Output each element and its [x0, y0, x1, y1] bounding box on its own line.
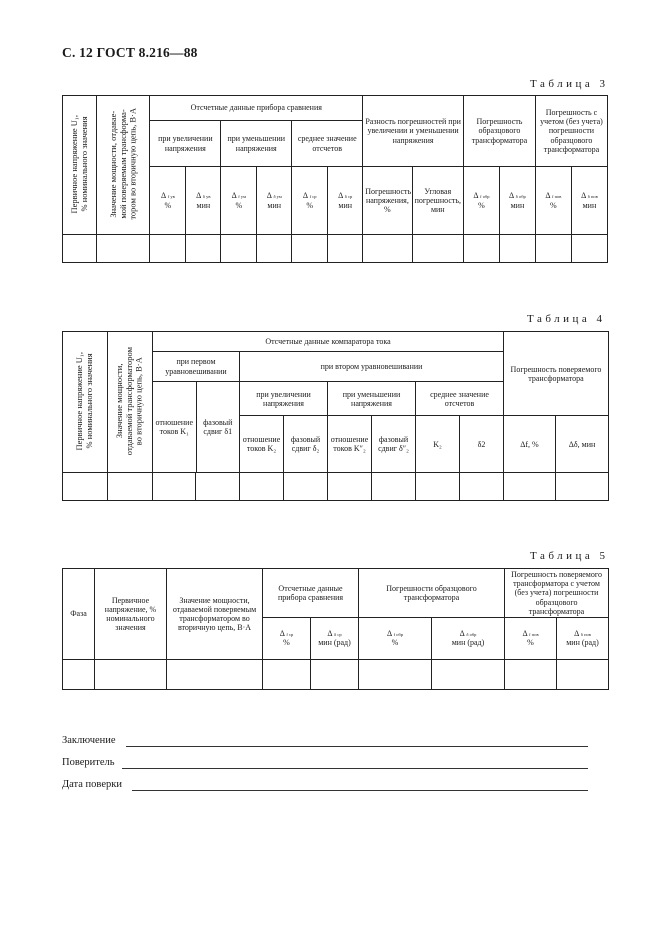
- table5: [62, 568, 609, 690]
- t4-error-header: Погрешность поверяемого трансформатора: [504, 332, 609, 416]
- t4-ratio-k2b: отношение токов K″₂: [328, 416, 372, 473]
- verifier-label: Поверитель: [62, 757, 115, 768]
- t5-cell-5: Δ δ пов мин (рад): [557, 617, 609, 659]
- table3-caption: Таблица 3: [530, 78, 609, 90]
- t3-cell-9: Δ δ обр мин: [499, 167, 535, 235]
- page-header: С. 12 ГОСТ 8.216—88: [62, 45, 198, 60]
- t3-cell-11: Δ δ пов мин: [571, 167, 607, 235]
- t4-ratio-k1: отношение токов K₁: [153, 382, 196, 472]
- t5-ref-error-header: Погрешности образцового трансформатора: [359, 569, 505, 618]
- t4-readings-header: Отсчетные данные компаратора тока: [153, 332, 504, 352]
- t3-cell-8: Δ f обр %: [463, 167, 499, 235]
- t4-k2: K₂: [416, 416, 460, 473]
- t4-err-f: Δf, %: [504, 416, 556, 473]
- table4-caption: Таблица 4: [527, 313, 606, 325]
- t4-power-header: Значение мощности, отдаваемой трансформатором во вторичную цепь, В·А: [108, 332, 153, 473]
- t5-cell-1: Δ δ ср мин (рад): [311, 617, 359, 659]
- date-line: [132, 790, 588, 791]
- t5-cell-0: Δ f ср %: [263, 617, 311, 659]
- t3-corrected-header: Погрешность с учетом (без учета) погрешности образцового трансформатора: [535, 96, 607, 167]
- t4-average-header: среднее значение отсчетов: [416, 382, 504, 416]
- t5-cell-3: Δ δ обр мин (рад): [432, 617, 505, 659]
- t3-power-header: Значение мощности, отдавае- мой поверяемым трансформа- тором во вторичную цепь, В·А: [96, 96, 149, 235]
- t5-voltage-header: Первичное напряжение, % номинального значения: [95, 569, 167, 660]
- t3-cell-4: Δ f ср %: [292, 167, 328, 235]
- conclusion-line: [126, 746, 588, 747]
- t4-d2: δ2: [460, 416, 504, 473]
- t3-cell-10: Δ f пов %: [535, 167, 571, 235]
- table4: [62, 331, 609, 501]
- t4-first-balance: при первом уравновешивании: [153, 352, 240, 382]
- t4-second-balance: при втором уравновешивании: [240, 352, 504, 382]
- t4-decrease-header: при уменьшении напряжения: [328, 382, 416, 416]
- t3-voltage-header: Первичное напряжение U₁, % номинального значения: [63, 96, 97, 235]
- t3-decrease-header: при уменьшении напряжения: [221, 121, 292, 167]
- t5-cell-4: Δ f пов %: [505, 617, 557, 659]
- t3-cell-0: Δ f ув %: [150, 167, 186, 235]
- t4-phase-d1: фазовый сдвиг δ1: [203, 417, 233, 436]
- t4-err-d: Δδ, мин: [556, 416, 609, 473]
- t5-empty-row: [63, 659, 609, 689]
- t4-increase-header: при увеличении напряжения: [240, 382, 328, 416]
- t3-cell-7: Угловая погрешность, мин: [412, 167, 463, 235]
- t4-phase-d2b: фазовый сдвиг δ″₂: [372, 416, 416, 473]
- table5-caption: Таблица 5: [530, 550, 609, 562]
- t3-average-header: среднее значение отсчетов: [292, 121, 363, 167]
- table3: [62, 95, 608, 263]
- t5-readings-header: Отсчетные данные прибора сравнения: [263, 569, 359, 618]
- t5-corrected-header: Погрешность поверяемого трансформатора с учетом (без учета) погрешности образцового трансформатора: [505, 569, 609, 618]
- t3-cell-2: Δ f ум %: [221, 167, 257, 235]
- t3-cell-5: Δ δ ср мин: [328, 167, 363, 235]
- t4-ratio-k2a: отношение токов K₂: [240, 416, 284, 473]
- t3-ref-error-header: Погрешность образцового трансформатора: [463, 96, 535, 167]
- t3-cell-1: Δ δ ув мин: [186, 167, 221, 235]
- t5-phase-header: Фаза: [63, 569, 95, 660]
- t3-diff-header: Разность погрешностей при увеличении и уменьшении напряжения: [363, 96, 464, 167]
- t3-increase-header: при увеличении напряжения: [150, 121, 221, 167]
- t4-first-sub: [153, 382, 240, 473]
- verifier-line: [122, 768, 588, 769]
- t3-cell-3: Δ δ ум мин: [257, 167, 292, 235]
- date-label: Дата поверки: [62, 779, 122, 790]
- t3-empty-row: [63, 235, 608, 263]
- t4-phase-d2a: фазовый сдвиг δ₂: [284, 416, 328, 473]
- t4-empty-row: [63, 473, 609, 501]
- t3-readings-header: Отсчетные данные прибора сравнения: [150, 96, 363, 121]
- conclusion-label: Заключение: [62, 735, 116, 746]
- t5-power-header: Значение мощности, отдаваемой поверяемым трансформатором во вторичную цепь, В·А: [167, 569, 263, 660]
- t5-cell-2: Δ f обр %: [359, 617, 432, 659]
- t3-cell-6: Погрешность напряжения, %: [363, 167, 412, 235]
- t4-voltage-header: Первичное напряжение U₁, % номинального значения: [63, 332, 108, 473]
